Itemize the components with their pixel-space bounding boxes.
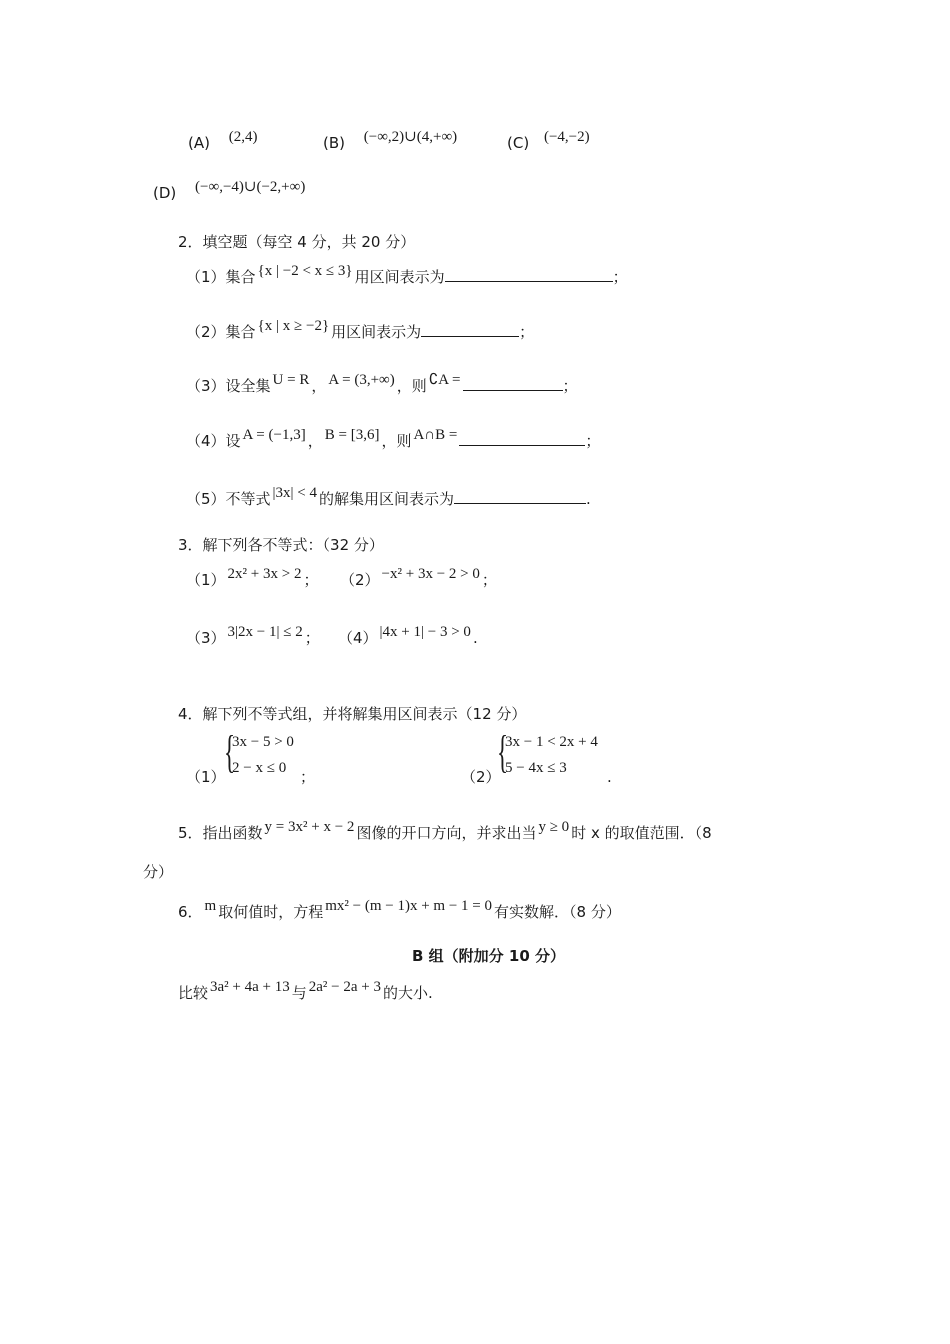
group-b-math-2: 2a² − 2a + 3	[308, 979, 381, 995]
q2-item-2-text: 用区间表示为	[331, 323, 422, 341]
option-a-label: (A)	[188, 134, 210, 152]
answer-blank[interactable]	[459, 431, 585, 446]
q4-system-2	[505, 729, 598, 781]
q2-item-3-math-1: U = R	[272, 372, 310, 388]
q3-part-2-end: ；	[481, 571, 497, 589]
q5-math-1: y = 3x² + x − 2	[264, 819, 355, 835]
group-b-text-1: 比较	[178, 984, 209, 1002]
q3-part-4-end: .	[472, 629, 478, 647]
answer-blank[interactable]	[421, 322, 519, 337]
q3-part-3-label: （3）	[186, 629, 226, 647]
q3-part-2-math: −x² + 3x − 2 > 0	[381, 566, 480, 582]
q6-math-2: mx² − (m − 1)x + m − 1 = 0	[325, 898, 493, 914]
q2-item-1-math: {x | −2 < x ≤ 3}	[257, 263, 353, 279]
q2-item-5-math: |3x| < 4	[272, 485, 318, 501]
q2-item-3-sep: ，	[311, 377, 327, 395]
option-a	[188, 129, 260, 154]
q4-system-2-end: .	[607, 768, 612, 786]
q2-item-4-label: （4）设	[186, 432, 241, 450]
q5-text-1: 5．指出函数	[178, 824, 263, 842]
q2-item-5-text: 的解集用区间表示为	[319, 490, 455, 508]
q3-part-4-label: （4）	[338, 629, 378, 647]
q4-system-2-line-2: 5 − 4x ≤ 3	[505, 760, 567, 776]
q2-item-2-end: ；	[519, 323, 535, 341]
group-b-text-3: 的大小.	[383, 984, 433, 1002]
group-b-heading: B 组（附加分 10 分）	[412, 947, 565, 965]
q5-text-3: 时 x 的取值范围．（8	[571, 824, 712, 842]
q2-item-3-text: ，则	[396, 377, 427, 395]
option-a-value: (2,4)	[228, 129, 258, 145]
q2-item-4-math-1: A = (−1,3]	[242, 427, 306, 443]
option-b	[323, 129, 459, 154]
q2-item-5	[186, 485, 591, 510]
group-b-question	[178, 979, 433, 1004]
q6-math-1: m	[204, 898, 217, 914]
q2-item-4	[186, 427, 601, 452]
q2-item-3	[186, 372, 578, 397]
q2-item-5-label: （5）不等式	[186, 490, 271, 508]
q4-heading: 4．解下列不等式组，并将解集用区间表示（12 分）	[178, 705, 527, 723]
q2-item-2	[186, 318, 535, 343]
q3-part-2	[340, 566, 497, 591]
q2-item-1-text: 用区间表示为	[354, 268, 445, 286]
q2-item-4-math-2: B = [3,6]	[324, 427, 380, 443]
q4-system-1-line-2: 2 − x ≤ 0	[232, 760, 287, 776]
q4-system-1-label: （1）	[186, 768, 226, 786]
q2-item-1-label: （1）集合	[186, 268, 256, 286]
q3-part-3	[186, 624, 320, 649]
q6-number: 6．	[178, 903, 203, 921]
q6-line	[178, 898, 621, 923]
q2-item-4-sep: ，	[307, 432, 323, 450]
q5-line-2: 分）	[143, 863, 174, 881]
q4-system-1-line-1: 3x − 5 > 0	[232, 734, 294, 750]
q4-system-1	[232, 729, 294, 781]
q2-item-3-label: （3）设全集	[186, 377, 271, 395]
answer-blank[interactable]	[445, 267, 613, 282]
q3-heading: 3．解下列各不等式：（32 分）	[178, 536, 384, 554]
q2-item-5-end: .	[586, 490, 591, 508]
q2-item-4-end: ；	[585, 432, 601, 450]
answer-blank[interactable]	[454, 489, 586, 504]
option-c-value: (−4,−2)	[543, 129, 590, 145]
q2-item-1	[186, 263, 628, 288]
q4-system-1-end: ；	[300, 768, 316, 786]
q3-part-4-math: |4x + 1| − 3 > 0	[379, 624, 471, 640]
option-b-label: (B)	[323, 134, 345, 152]
q5-line-1	[178, 819, 712, 844]
q2-item-4-text: ，则	[381, 432, 412, 450]
q3-part-3-math: 3|2x − 1| ≤ 2	[227, 624, 303, 640]
q2-item-3-math-3: ∁A =	[428, 372, 461, 388]
q3-part-1-math: 2x² + 3x > 2	[227, 566, 302, 582]
option-d-value: (−∞,−4)∪(−2,+∞)	[195, 179, 306, 195]
q4-system-2-line-1: 3x − 1 < 2x + 4	[505, 734, 598, 750]
brace-icon: {	[497, 726, 509, 777]
q4-system-2-label: （2）	[461, 768, 501, 786]
q3-part-3-end: ；	[304, 629, 320, 647]
answer-blank[interactable]	[463, 376, 563, 391]
q2-item-3-end: ；	[562, 377, 578, 395]
q3-part-2-label: （2）	[340, 571, 380, 589]
option-c-label: (C)	[507, 134, 530, 152]
q2-item-2-math: {x | x ≥ −2}	[257, 318, 330, 334]
q6-text-1: 取何值时，方程	[218, 903, 324, 921]
option-d-label: (D)	[153, 184, 177, 202]
q2-item-3-math-2: A = (3,+∞)	[328, 372, 395, 388]
option-b-value: (−∞,2)∪(4,+∞)	[363, 129, 458, 145]
q6-text-2: 有实数解．（8 分）	[494, 903, 621, 921]
group-b-text-2: 与	[291, 984, 307, 1002]
q5-text-2: 图像的开口方向，并求出当	[356, 824, 537, 842]
q3-part-1-end: ；	[303, 571, 319, 589]
q2-item-2-label: （2）集合	[186, 323, 256, 341]
q2-item-1-end: ；	[612, 268, 628, 286]
option-d	[153, 179, 307, 204]
group-b-math-1: 3a² + 4a + 13	[210, 979, 290, 995]
option-c	[507, 129, 592, 154]
q3-part-4	[338, 624, 478, 649]
q3-part-1	[186, 566, 319, 591]
brace-icon: {	[224, 726, 236, 777]
q5-math-2: y ≥ 0	[538, 819, 570, 835]
q3-part-1-label: （1）	[186, 571, 226, 589]
q2-item-4-math-3: A∩B =	[413, 427, 458, 443]
q2-heading: 2．填空题（每空 4 分，共 20 分）	[178, 233, 416, 251]
